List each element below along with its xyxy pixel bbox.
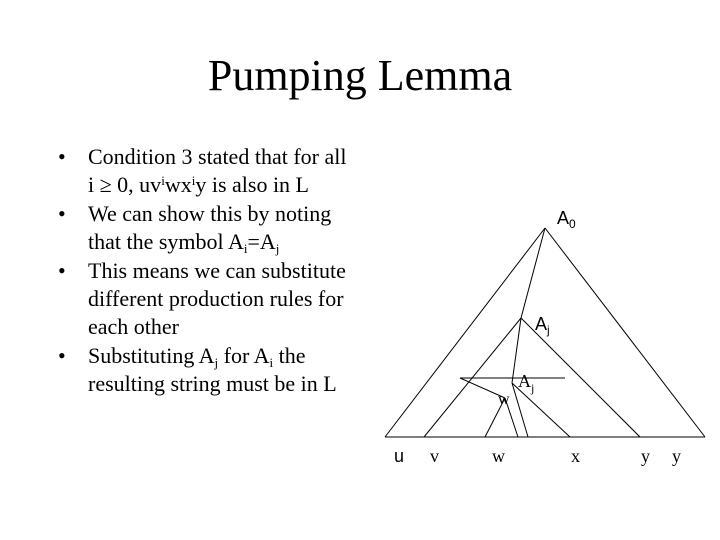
tree-edge-path: [521, 228, 545, 318]
bullet-dot: •: [58, 144, 66, 169]
slide-title: Pumping Lemma: [207, 51, 513, 100]
tree-edge-left: [385, 228, 545, 437]
subscript: i: [243, 241, 248, 257]
bullet-text: =A: [247, 229, 276, 255]
bullet-text: We can show this by noting that the symbol A: [88, 200, 332, 255]
superscript: i: [161, 173, 165, 189]
bullet-text: wx: [164, 172, 192, 198]
leaf-label: y: [641, 446, 650, 466]
subscript: j: [214, 354, 219, 370]
tree-edge-right: [545, 228, 705, 437]
superscript: i: [191, 173, 196, 189]
bullet-text: Condition 3 stated that for all i ≥ 0, uv: [88, 144, 347, 198]
leaf-label: v: [430, 446, 439, 466]
leaf-label: w: [492, 446, 505, 466]
bullet-text: This means we can substitute different production rules for each other: [88, 257, 346, 340]
leaf-label: y: [672, 446, 681, 466]
subscript: i: [269, 354, 274, 370]
tree-edge-inner: [512, 383, 570, 437]
bullet-dot: •: [58, 257, 66, 283]
bullet-dot: •: [58, 200, 66, 226]
bullet-text: the resulting string must be in L: [88, 342, 337, 397]
bullet-text: y is also in L: [195, 172, 309, 198]
node-label-inner-w: w: [498, 391, 510, 408]
leaf-label: u: [394, 446, 405, 466]
subscript: j: [275, 241, 280, 257]
node-label-mid: $A_j$: [535, 314, 550, 337]
bullet-text: for A: [218, 342, 270, 368]
node-label-inner: $A_j$: [518, 371, 535, 395]
leaf-label: x: [571, 446, 580, 466]
node-label-root: $A_0$: [557, 208, 576, 231]
bullet-text: Substituting A: [88, 342, 215, 368]
bullet-dot: •: [58, 342, 66, 368]
